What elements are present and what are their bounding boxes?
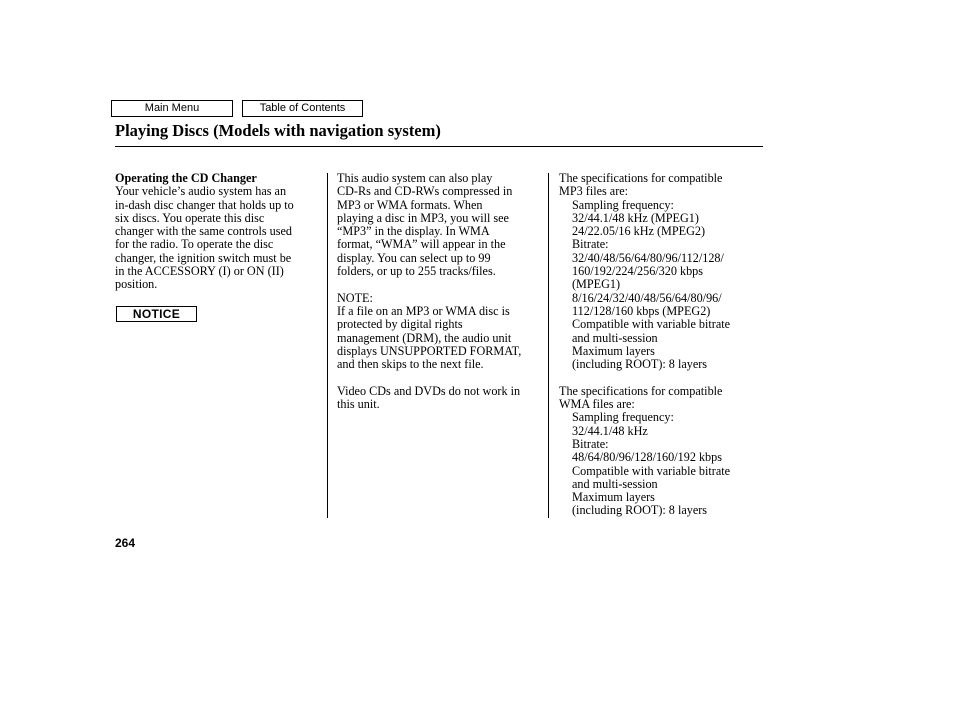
column-divider-1	[327, 173, 328, 518]
table-of-contents-button[interactable]: Table of Contents	[242, 100, 363, 117]
cd-changer-paragraph: Your vehicle’s audio system has an in-dash disc changer that holds up to six discs. You operate this disc changer with the same controls used for the radio. To operate the disc changer, the ignition switch must be in the ACCESSORY (I) or ON (II) position.	[115, 184, 294, 292]
column-2	[337, 172, 521, 411]
mp3-spec-list: Sampling frequency: 32/44.1/48 kHz (MPEG1) 24/22.05/16 kHz (MPEG2) Bitrate: 32/40/48/56/64/80/96/112/128/ 160/192/224/256/320 kbps (MPEG1) 8/16/24/32/40/48/56/64/80/96/ 112/128/160 kbps (MPEG2) Compatible with variable bitrate and multi-session Maximum layers (including ROOT): 8 layers	[572, 197, 731, 372]
mp3-wma-paragraph: This audio system can also play CD-Rs and CD-RWs compressed in MP3 or WMA formats. When playing a disc in MP3, you will see “MP3” in the display. In WMA format, “WMA” will appear in the display. You can select up to 99 folders, or up to 255 tracks/files.	[337, 171, 513, 279]
mp3-spec-intro: The specifications for compatible MP3 files are:	[559, 171, 723, 199]
wma-spec-list: Sampling frequency: 32/44.1/48 kHz Bitrate: 48/64/80/96/128/160/192 kbps Compatible with variable bitrate and multi-session Maximum layers (including ROOT): 8 layers	[572, 410, 731, 518]
wma-spec-intro: The specifications for compatible WMA files are:	[559, 383, 723, 412]
page-title: Playing Discs (Models with navigation system)	[115, 121, 441, 140]
title-rule	[115, 146, 763, 147]
video-cd-paragraph: Video CDs and DVDs do not work in this unit.	[337, 383, 521, 412]
section-heading: Operating the CD Changer	[115, 171, 257, 185]
notice-badge[interactable]: NOTICE	[116, 306, 197, 322]
note-label: NOTE:	[337, 290, 373, 305]
note-paragraph: If a file on an MP3 or WMA disc is protected by digital rights management (DRM), the audio unit displays UNSUPPORTED FORMAT, and then skips to the next file.	[337, 303, 522, 372]
page-number: 264	[115, 536, 136, 550]
column-1	[115, 172, 294, 292]
main-menu-button[interactable]: Main Menu	[111, 100, 233, 117]
column-divider-2	[548, 173, 549, 518]
column-3	[559, 172, 730, 518]
